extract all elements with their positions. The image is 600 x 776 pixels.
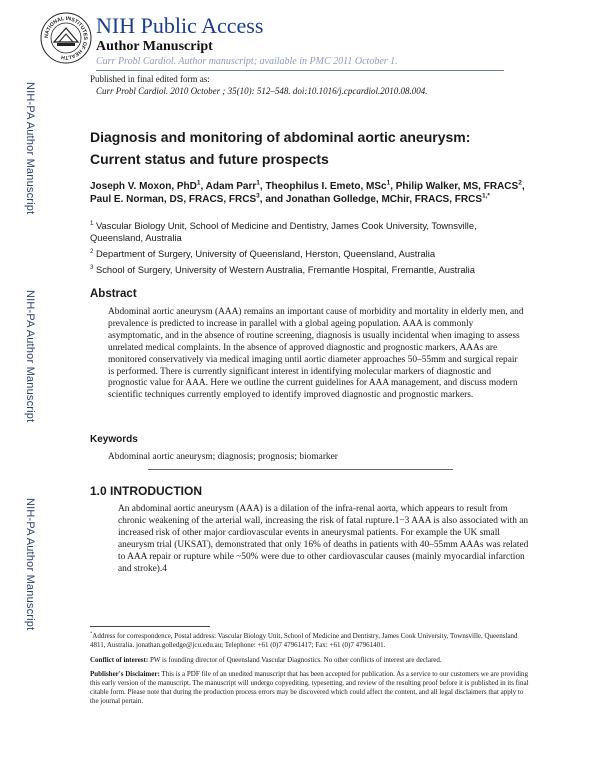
- abstract-text: Abdominal aortic aneurysm (AAA) remains an important cause of morbidity and mortality in elderly men, and prevalence is predicted to increase in parallel with a global ageing population. AAA is commonly asymptomatic, and in the absence of routine screening, diagnosis is usually incidental when imaging to assess unrelated medical complaints. In the absence of approved diagnostic and prognostic markers, AAAs are monitored conservatively via medical imaging until aortic diameter approaches 50–55mm and surgical repair is performed. There is currently significant interest in identifying molecular markers of diagnostic and prognostic value for AAA. Here we outline the current guidelines for AAA management, and discuss modern scientific techniques currently employed to identify improved diagnostic and prognostic markers.: [108, 307, 524, 401]
- published-label: Published in final edited form as:: [90, 74, 210, 84]
- affiliation: $^1$ Vascular Biology Unit, School of Medicine and Dentistry, James Cook University, Townsville, Queensland, Australia: [90, 219, 477, 243]
- svg-text:NATIONAL INSTITUTES OF HEALTH: NATIONAL INSTITUTES OF HEALTH: [43, 15, 89, 61]
- side-label-nihpa: NIH-PA Author Manuscript: [24, 82, 36, 215]
- journal-availability-line: Curr Probl Cardiol. Author manuscript; available in PMC 2011 October 1.: [96, 56, 398, 67]
- side-label-nihpa: NIH-PA Author Manuscript: [24, 290, 36, 423]
- nih-public-access-title: NIH Public Access: [96, 13, 264, 38]
- author-manuscript-label: Author Manuscript: [96, 39, 213, 54]
- side-label-nihpa: NIH-PA Author Manuscript: [24, 498, 36, 631]
- author-list: Joseph V. Moxon, PhD$^1$, Adam Parr$^1$, Theophilus I. Emeto, MSc$^1$, Philip Walker, MS, FRACS$^2$, Paul E. Norman, DS, FRACS, FRCS$^3$, and Jonathan Golledge, MChir, FRACS, $FRCS^{1,*}$: [90, 179, 525, 205]
- citation-line: Curr Probl Cardiol. 2010 October ; 35(10): 512–548. doi:10.1016/j.cpcardiol.2010.08.004.: [96, 86, 428, 96]
- keywords-text: Abdominal aortic aneurysm; diagnosis; prognosis; biomarker: [108, 452, 338, 462]
- section-divider: [148, 469, 453, 470]
- affiliation: $^3$ School of Surgery, University of Western Australia, Fremantle Hospital, Fremantle, Australia: [90, 263, 475, 275]
- nih-seal-logo: [40, 12, 92, 64]
- affiliation: $^2$ Department of Surgery, University of Queensland, Herston, Queensland, Australia: [90, 247, 436, 259]
- introduction-heading: 1.0 INTRODUCTION: [90, 484, 203, 498]
- introduction-text: An abdominal aortic aneurysm (AAA) is a dilation of the infra-renal aorta, which appears to result from chronic weakening of the arterial wall, increasing the risk of fatal rupture.1−3 AAA is also associated with an increased risk of other major cardiovascular events in aneurysmal patients. For example the UK small aneurysm trial (UKSAT), demonstrated that only 16% of deaths in patients with 40–55mm AAAs was related to AAA repair or rupture while ~50% were due to other cardiovascular causes (mainly myocardial infarction and stroke).4: [118, 504, 529, 574]
- footnote-address: *Address for correspondence, Postal address: Vascular Biology Unit, School of Medicine and Dentistry, James Cook University, Townsville, Queensland 4811, Australia. jonathan.golledge@jcu.edu.au; Telephone: +61 (0)7 47961417; Fax: +61 (0)7 47961401.: [90, 630, 518, 650]
- footnote-divider: [90, 626, 210, 627]
- abstract-heading: Abstract: [90, 288, 137, 300]
- header-divider: [96, 70, 504, 71]
- footnote-conflict: Conflict of interest: PW is founding director of Queensland Vascular Diagnostics. No other conflicts of interest are declared.: [90, 656, 442, 664]
- article-title: Diagnosis and monitoring of abdominal aortic aneurysm: Current status and future prospects: [90, 129, 471, 167]
- footnote-disclaimer: Publisher's Disclaimer: This is a PDF file of an unedited manuscript that has been accepted for publication. As a service to our customers we are providing this early version of the manuscript. The manuscript will undergo copyediting, typesetting, and review of the resulting proof before it is published in its final citable form. Please note that during the production process errors may be discovered which could affect the content, and all legal disclaimers that apply to the journal pertain.: [90, 670, 529, 706]
- keywords-heading: Keywords: [90, 434, 138, 445]
